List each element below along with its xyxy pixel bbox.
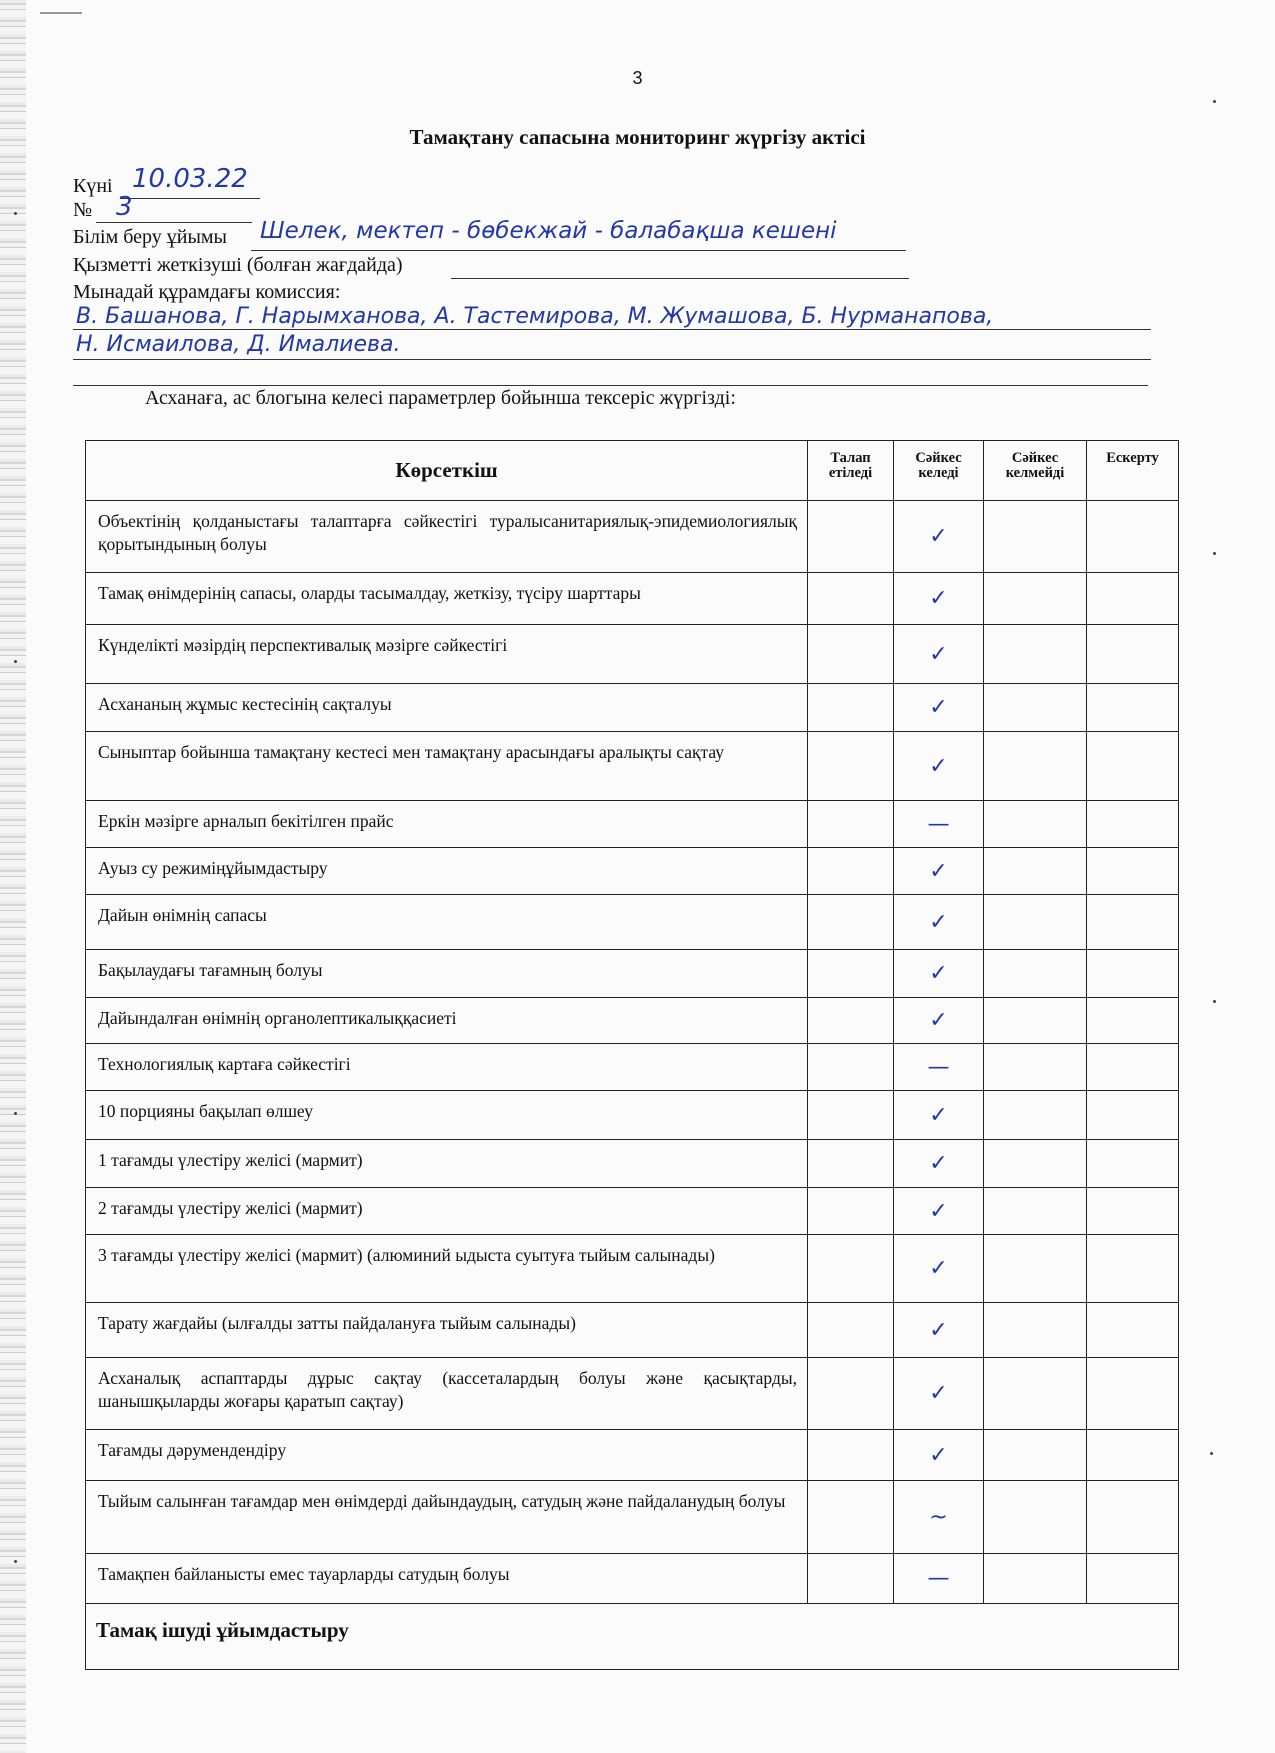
cell-compliant: — bbox=[894, 1554, 984, 1604]
date-label: Күні bbox=[73, 175, 113, 197]
header-required: Талап етіледі bbox=[808, 441, 894, 501]
table-row bbox=[86, 1358, 1179, 1430]
cell-noncompliant bbox=[984, 848, 1087, 895]
cell-compliant: ✓ bbox=[894, 950, 984, 998]
table-row bbox=[86, 1430, 1179, 1481]
row-parameter: Тамақ өнімдерінің сапасы, оларды тасымалдау, жеткізу, түсіру шарттары bbox=[86, 573, 808, 625]
cell-noncompliant bbox=[984, 625, 1087, 684]
cell-note bbox=[1087, 998, 1179, 1044]
cell-noncompliant bbox=[984, 801, 1087, 848]
cell-compliant: ✓ bbox=[894, 684, 984, 732]
scan-dot bbox=[1213, 1000, 1216, 1003]
cell-note bbox=[1087, 1044, 1179, 1091]
cell-required bbox=[808, 625, 894, 684]
table-row bbox=[86, 1303, 1179, 1358]
cell-noncompliant bbox=[984, 1303, 1087, 1358]
cell-required bbox=[808, 848, 894, 895]
cell-note bbox=[1087, 1554, 1179, 1604]
cell-compliant: ✓ bbox=[894, 732, 984, 801]
cell-note bbox=[1087, 625, 1179, 684]
row-parameter: 3 тағамды үлестіру желісі (мармит) (алюминий ыдыста суытуға тыйым салынады) bbox=[86, 1235, 808, 1303]
cell-compliant: ✓ bbox=[894, 998, 984, 1044]
scan-dot bbox=[1213, 100, 1216, 103]
cell-compliant: ✓ bbox=[894, 1188, 984, 1235]
cell-noncompliant bbox=[984, 1358, 1087, 1430]
cell-noncompliant bbox=[984, 1188, 1087, 1235]
row-parameter: Тағамды дәрумендендіру bbox=[86, 1430, 808, 1481]
org-label: Білім беру ұйымы bbox=[73, 226, 227, 248]
cell-required bbox=[808, 1044, 894, 1091]
cell-required bbox=[808, 1140, 894, 1188]
table-row bbox=[86, 1044, 1179, 1091]
cell-compliant: ✓ bbox=[894, 1235, 984, 1303]
cell-required bbox=[808, 684, 894, 732]
cell-note bbox=[1087, 1430, 1179, 1481]
cell-note bbox=[1087, 1481, 1179, 1554]
cell-note bbox=[1087, 1091, 1179, 1140]
cell-noncompliant bbox=[984, 573, 1087, 625]
row-parameter: Еркін мәзірге арналып бекітілген прайс bbox=[86, 801, 808, 848]
row-parameter: Бақылаудағы тағамның болуы bbox=[86, 950, 808, 998]
row-parameter: Күнделікті мәзірдің перспективалық мәзірге сәйкестігі bbox=[86, 625, 808, 684]
cell-note bbox=[1087, 848, 1179, 895]
cell-compliant: ✓ bbox=[894, 1430, 984, 1481]
cell-note bbox=[1087, 1235, 1179, 1303]
cell-noncompliant bbox=[984, 1235, 1087, 1303]
section-title: Тамақ ішуді ұйымдастыру bbox=[86, 1604, 1179, 1670]
header-compliant: Сәйкес келеді bbox=[894, 441, 984, 501]
cell-compliant: — bbox=[894, 1044, 984, 1091]
row-parameter: Асхананың жұмыс кестесінің сақталуы bbox=[86, 684, 808, 732]
cell-compliant: ✓ bbox=[894, 1091, 984, 1140]
number-value: 3 bbox=[116, 192, 133, 222]
table-row bbox=[86, 732, 1179, 801]
row-parameter: Дайын өнімнің сапасы bbox=[86, 895, 808, 950]
cell-required bbox=[808, 1235, 894, 1303]
table-row bbox=[86, 848, 1179, 895]
cell-noncompliant bbox=[984, 1091, 1087, 1140]
cell-compliant: ✓ bbox=[894, 573, 984, 625]
number-label: № bbox=[73, 199, 93, 221]
cell-required bbox=[808, 998, 894, 1044]
cell-compliant: ✓ bbox=[894, 848, 984, 895]
table-row bbox=[86, 1140, 1179, 1188]
row-parameter: 10 порцияны бақылап өлшеу bbox=[86, 1091, 808, 1140]
row-parameter: Ауыз су режиміңұйымдастыру bbox=[86, 848, 808, 895]
cell-note bbox=[1087, 501, 1179, 573]
cell-noncompliant bbox=[984, 1430, 1087, 1481]
cell-required bbox=[808, 950, 894, 998]
cell-compliant: ✓ bbox=[894, 1358, 984, 1430]
table-row bbox=[86, 998, 1179, 1044]
provider-line bbox=[451, 253, 909, 279]
org-value: Шелек, мектеп - бөбекжай - балабақша кешені bbox=[260, 218, 837, 244]
table-header-row bbox=[86, 441, 1179, 501]
table-row bbox=[86, 1235, 1179, 1303]
cell-noncompliant bbox=[984, 684, 1087, 732]
cell-note bbox=[1087, 801, 1179, 848]
cell-note bbox=[1087, 1358, 1179, 1430]
cell-required bbox=[808, 1430, 894, 1481]
cell-required bbox=[808, 573, 894, 625]
scan-dot bbox=[1210, 1452, 1213, 1455]
provider-label: Қызметті жеткізуші (болған жағдайда) bbox=[73, 254, 403, 276]
lead-text: Асханаға, ас блогына келесі параметрлер бойынша тексеріс жүргізді: bbox=[145, 387, 736, 409]
cell-required bbox=[808, 1188, 894, 1235]
commission-value-2: Н. Исмаилова, Д. Ималиева. bbox=[76, 332, 401, 357]
row-parameter: Сыныптар бойынша тамақтану кестесі мен тамақтану арасындағы аралықты сақтау bbox=[86, 732, 808, 801]
cell-required bbox=[808, 1481, 894, 1554]
document-title: Тамақтану сапасына мониторинг жүргізу актісі bbox=[409, 125, 866, 149]
row-parameter: Тарату жағдайы (ылғалды затты пайдалануға тыйым салынады) bbox=[86, 1303, 808, 1358]
cell-required bbox=[808, 1091, 894, 1140]
header-note: Ескерту bbox=[1087, 441, 1179, 501]
cell-noncompliant bbox=[984, 1044, 1087, 1091]
row-parameter: Дайындалған өнімнің органолептикалыққасиеті bbox=[86, 998, 808, 1044]
cell-compliant: ✓ bbox=[894, 501, 984, 573]
cell-compliant: ~ bbox=[894, 1481, 984, 1554]
cell-note bbox=[1087, 573, 1179, 625]
scan-edge bbox=[0, 0, 26, 1753]
table-row bbox=[86, 1091, 1179, 1140]
table-row bbox=[86, 895, 1179, 950]
table-row bbox=[86, 801, 1179, 848]
table-row bbox=[86, 1188, 1179, 1235]
commission-label: Мынадай құрамдағы комиссия: bbox=[73, 281, 341, 303]
page-number: 3 bbox=[632, 68, 643, 88]
cell-compliant: ✓ bbox=[894, 1140, 984, 1188]
date-value: 10.03.22 bbox=[132, 164, 248, 194]
cell-noncompliant bbox=[984, 998, 1087, 1044]
row-parameter: Асханалық аспаптарды дұрыс сақтау (кассеталардың болуы және қасықтарды, шанышқыларды жоғары қаратып сақтау) bbox=[86, 1358, 808, 1430]
header-noncompliant: Сәйкес келмейді bbox=[984, 441, 1087, 501]
row-parameter: 1 тағамды үлестіру желісі (мармит) bbox=[86, 1140, 808, 1188]
cell-note bbox=[1087, 684, 1179, 732]
table-row bbox=[86, 1481, 1179, 1554]
row-parameter: Технологиялық картаға сәйкестігі bbox=[86, 1044, 808, 1091]
scan-dot bbox=[14, 212, 17, 215]
row-parameter: Объектінің қолданыстағы талаптарға сәйкестігі туралысанитариялық-эпидемиологиялық қорытындының болуы bbox=[86, 501, 808, 573]
commission-line-3 bbox=[73, 360, 1148, 386]
cell-note bbox=[1087, 732, 1179, 801]
cell-note bbox=[1087, 1303, 1179, 1358]
table-row bbox=[86, 950, 1179, 998]
cell-noncompliant bbox=[984, 1140, 1087, 1188]
scan-dot bbox=[14, 660, 17, 663]
scan-dot bbox=[14, 1112, 17, 1115]
scan-mark bbox=[40, 12, 82, 14]
cell-required bbox=[808, 501, 894, 573]
cell-compliant: — bbox=[894, 801, 984, 848]
table-row bbox=[86, 1554, 1179, 1604]
cell-note bbox=[1087, 1140, 1179, 1188]
cell-noncompliant bbox=[984, 950, 1087, 998]
cell-required bbox=[808, 801, 894, 848]
cell-required bbox=[808, 895, 894, 950]
row-parameter: 2 тағамды үлестіру желісі (мармит) bbox=[86, 1188, 808, 1235]
table-row bbox=[86, 573, 1179, 625]
cell-required bbox=[808, 732, 894, 801]
cell-required bbox=[808, 1303, 894, 1358]
cell-note bbox=[1087, 1188, 1179, 1235]
table-row bbox=[86, 625, 1179, 684]
cell-noncompliant bbox=[984, 1481, 1087, 1554]
table-row bbox=[86, 501, 1179, 573]
cell-noncompliant bbox=[984, 501, 1087, 573]
scan-dot bbox=[14, 1560, 17, 1563]
cell-required bbox=[808, 1554, 894, 1604]
scan-dot bbox=[1213, 552, 1216, 555]
table-section-row bbox=[86, 1604, 1179, 1670]
cell-required bbox=[808, 1358, 894, 1430]
cell-note bbox=[1087, 895, 1179, 950]
row-parameter: Тыйым салынған тағамдар мен өнімдерді дайындаудың, сатудың және пайдаланудың болуы bbox=[86, 1481, 808, 1554]
cell-note bbox=[1087, 950, 1179, 998]
checklist-table bbox=[85, 440, 1179, 1670]
row-parameter: Тамақпен байланысты емес тауарларды сатудың болуы bbox=[86, 1554, 808, 1604]
cell-compliant: ✓ bbox=[894, 625, 984, 684]
cell-noncompliant bbox=[984, 895, 1087, 950]
cell-noncompliant bbox=[984, 732, 1087, 801]
commission-value-1: В. Башанова, Г. Нарымханова, А. Тастемирова, М. Жумашова, Б. Нурманапова, bbox=[76, 304, 994, 329]
header-param: Көрсеткіш bbox=[86, 441, 808, 501]
table-row bbox=[86, 684, 1179, 732]
cell-compliant: ✓ bbox=[894, 895, 984, 950]
cell-noncompliant bbox=[984, 1554, 1087, 1604]
cell-compliant: ✓ bbox=[894, 1303, 984, 1358]
